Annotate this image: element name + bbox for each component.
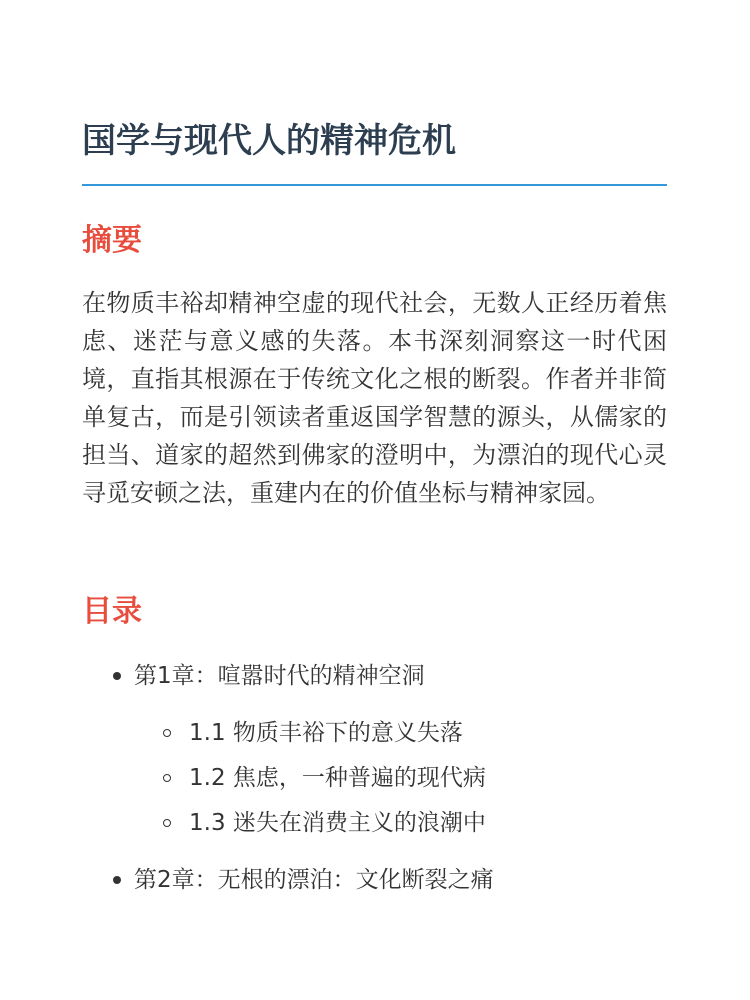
toc-section-1-2[interactable]: 1.2 焦虑，一种普遍的现代病 [189,765,486,791]
abstract-line: 源头，从儒家的担当、道家的超然到佛家的澄明 [82,403,668,469]
abstract-line: 作者并非简单复古，而是引领读者重返国学智慧的 [82,365,668,431]
title-divider [82,184,667,186]
toc-section-1-3[interactable]: 1.3 迷失在消费主义的浪潮中 [189,810,486,836]
bullet-circle-icon [163,729,171,737]
abstract-line: 着焦虑、迷茫与意义感的失落。本书深刻洞察这一 [82,289,668,355]
document-title: 国学与现代人的精神危机 [82,121,456,161]
abstract-line: 价值坐标与精神家园。 [370,479,610,507]
bullet-circle-icon [163,819,171,827]
bullet-disc-icon [113,672,121,680]
abstract-line: 中，为漂泊的现代心灵寻觅安顿之法，重建内在的 [82,441,668,507]
abstract-line: 在物质丰裕却精神空虚的现代社会，无数人正经历 [82,289,619,317]
bullet-circle-icon [163,774,171,782]
toc-chapter-1[interactable]: 第1章：喧嚣时代的精神空洞 [134,663,425,689]
toc-chapter-2[interactable]: 第2章：无根的漂泊：文化断裂之痛 [134,867,494,893]
abstract-line: 时代困境，直指其根源在于传统文化之根的断裂。 [82,327,667,393]
toc-section-1-1[interactable]: 1.1 物质丰裕下的意义失落 [189,720,463,746]
toc-heading: 目录 [82,594,142,629]
abstract-heading: 摘要 [82,223,142,258]
abstract-paragraph [82,284,667,512]
bullet-disc-icon [113,876,121,884]
